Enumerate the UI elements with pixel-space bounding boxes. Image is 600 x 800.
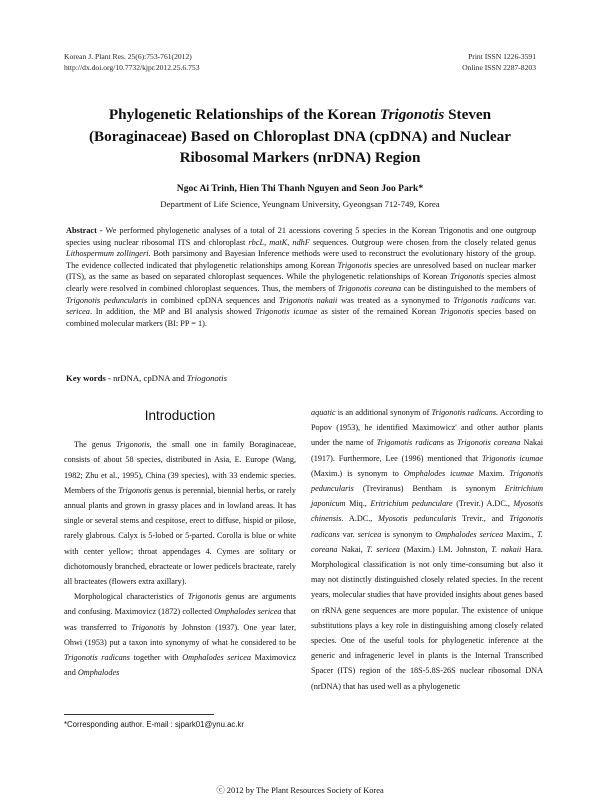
journal-header-right bbox=[462, 52, 536, 73]
intro-text: (Maxim.) I.M. Johnston, bbox=[399, 544, 492, 554]
intro-text: Hara. Morphological classification is not only time-consuming but also it may not distinctly distinguished closely related species. In the recent years, molecular studies that have provided insights about genes based on rRNA gene sequences are more popular. The existence of unique substitutions plays a key role in distinguishing among closely related species. One of the useful tools for phylogenetic inference at the generic and infrageneric level in plants is the Internal Transcribed Spacer (ITS) region of the 18S-5.8S-26S nuclear ribosomal DNA (nrDNA) that has used well as a phylogenetic bbox=[311, 544, 543, 691]
author-list: Ngoc Ai Trinh, Hien Thi Thanh Nguyen and Seon Joo Park* bbox=[176, 183, 424, 194]
abstract-text: as sister of the remained Korean bbox=[317, 307, 440, 317]
intro-text: genus are arguments and confusing. Maximovicz (1872) collected bbox=[64, 592, 296, 617]
intro-species: Eritrichium japonicum bbox=[311, 484, 543, 509]
print-issn: Print ISSN 1226-3591 bbox=[468, 52, 536, 61]
keywords bbox=[66, 373, 227, 383]
intro-species: Trigonotis radicans bbox=[64, 653, 130, 663]
abstract-text: We performed phylogenetic analyses of a total of 21 acessions covering 5 species in the Korean Trigonotis and one outgroup species using nuclear ribosomal ITS and chloroplast bbox=[66, 226, 537, 247]
intro-text: , the small one in family Boraginaceae, consists of about 58 species, distributed in Asia, E. Europe (Wang, 1982; Zhu et al., 1995), China (39 species), with 33 endemic species. Members of the bbox=[64, 440, 296, 495]
affiliation: Department of Life Science, Yeungnam University, Gyeongsan 712-749, Korea bbox=[160, 199, 440, 209]
intro-species: Eritrichium pedunculare bbox=[370, 499, 453, 509]
doi-link[interactable]: http://dx.doi.org/10.7732/kjpr.2012.25.6.753 bbox=[64, 62, 200, 72]
abstract-text: can be distinguished to the members of bbox=[401, 283, 537, 293]
keywords-label: Key words - bbox=[66, 373, 114, 383]
intro-species: Myosotis chinensis. bbox=[311, 499, 543, 524]
abstract-species: Trigonotis nakaii bbox=[278, 295, 338, 305]
title-text: Phylogenetic Relationships of the Korean bbox=[108, 106, 380, 123]
intro-species: T. nakaii bbox=[491, 544, 522, 554]
intro-text: (Trevir.) A.DC., bbox=[452, 499, 514, 509]
intro-genus: Trigonotis bbox=[118, 485, 152, 495]
intro-genus: Trigonotis bbox=[187, 592, 222, 602]
journal-citation: Korean J. Plant Res. 25(6):753-761(2012) bbox=[64, 52, 192, 61]
intro-paragraph-3 bbox=[311, 405, 543, 694]
intro-genus: Omphalodes bbox=[77, 668, 120, 678]
intro-paragraph-1 bbox=[64, 437, 296, 589]
intro-text: var. bbox=[339, 529, 358, 539]
intro-species: T. coreana bbox=[311, 529, 543, 554]
right-column bbox=[311, 405, 543, 694]
abstract-text: in combined cpDNA sequences and bbox=[147, 295, 279, 305]
intro-species: T. sericea bbox=[366, 544, 400, 554]
abstract-genus: Trigonotis bbox=[450, 272, 485, 282]
journal-header-left bbox=[64, 52, 200, 73]
intro-text: genus is perennial, biennial herbs, or rarely annual plants and grown in grassy places and in lowland areas. It has single or several stems and cespitose, erect to diffuse, hispid or pilose, rarely glabrous. Calyx is 5-lobed or 5-parted. Corolla is blue or white with center yellow; throat appendages 4. Cymes are solitary or dichotomously branched, ebracteate or lower pedicels bracteate, rarely all bracteates (flowers extra axillary). bbox=[64, 485, 297, 587]
intro-species: Omphalodes sericea bbox=[435, 529, 504, 539]
footnote-divider bbox=[64, 714, 214, 715]
intro-genus: Trigonotis bbox=[131, 622, 166, 632]
corresponding-author-footnote bbox=[64, 720, 244, 729]
abstract-species: Lithospermum zollingeri bbox=[66, 249, 149, 259]
intro-text: by Johnston (1937). One year later, Ohwi (1953) put a taxon into synonymy of what he considered to be bbox=[64, 622, 296, 647]
abstract-text: . Both parsimony and Bayesian Inference methods were used to reconstruct the evolutionary history of the group. The evidence collected indicated that phylogenetic relationships among Korean bbox=[66, 249, 536, 270]
intro-variety: sericea bbox=[357, 529, 382, 539]
abstract-genus: Trigonotis bbox=[439, 307, 474, 317]
copyright-line: ⓒ 2012 by The Plant Resources Society of Korea bbox=[216, 786, 384, 795]
intro-genus: Trigonotis bbox=[115, 440, 150, 450]
abstract-text: . In addition, the MP and BI analysis showed bbox=[89, 307, 256, 317]
intro-text: is synonym to bbox=[381, 529, 436, 539]
abstract-text: was treated as a synonymed to bbox=[337, 295, 454, 305]
section-heading-introduction: Introduction bbox=[144, 408, 216, 423]
intro-text: Miq., bbox=[345, 499, 371, 509]
left-column bbox=[64, 400, 296, 680]
intro-species: Trigonotis peduncularis bbox=[311, 468, 543, 494]
intro-text: Maxim. bbox=[473, 468, 510, 478]
intro-species: Myosotis peduncularis bbox=[378, 514, 457, 524]
intro-text: is an additional synonym of bbox=[335, 408, 432, 417]
intro-text: (Treviranus) Bentham is synonym bbox=[353, 484, 505, 494]
article-title bbox=[70, 104, 530, 169]
intro-text: (Maxim.) is synonym to bbox=[311, 468, 404, 478]
abstract-genus: Trigonotis bbox=[337, 260, 372, 270]
intro-paragraph-2 bbox=[64, 589, 296, 680]
abstract-species: Trigonotis coreana bbox=[337, 283, 402, 293]
intro-text: Trevir., and bbox=[456, 514, 510, 524]
abstract-label: Abstract - bbox=[66, 226, 106, 235]
intro-text: Morphological characteristics of bbox=[74, 592, 188, 602]
intro-text: Maxim., bbox=[503, 529, 537, 539]
intro-text: as bbox=[443, 438, 457, 448]
intro-species: Omphalodes icumae bbox=[403, 468, 474, 478]
intro-species: Trigonotis coreana bbox=[457, 438, 521, 448]
footnote-email[interactable]: E-mail : sjpark01@ynu.ac.kr bbox=[144, 720, 244, 729]
abstract-species: Trigonotis icumae bbox=[255, 307, 318, 317]
intro-species: Omphalodes sericea bbox=[214, 607, 282, 617]
intro-text: A.DC., bbox=[343, 514, 379, 524]
intro-species: Trigomotis radicans bbox=[376, 438, 444, 448]
keywords-text: nrDNA, cpDNA and bbox=[113, 373, 187, 383]
abstract-genes: rbcL, matK, ndhF bbox=[248, 237, 310, 247]
footnote-label: *Corresponding author. bbox=[64, 720, 145, 729]
title-text-rest: Steven (Boraginaceae) Based on Chloroplast DNA (cpDNA) and Nuclear Ribosomal Markers (nrDNA) Region bbox=[88, 106, 511, 166]
abstract-text: species almost clearly were resolved in combined chloroplast sequences. Thus, the members of bbox=[66, 272, 536, 293]
intro-text: Nakai (1917). Furthermore, Lee (1996) mentioned that bbox=[311, 438, 543, 463]
abstract bbox=[66, 225, 536, 329]
abstract-text: species are unresolved based on nuclear marker (ITS), as the same as based on separated chloroplast sequences. While the phylogenetic relationships of Korean bbox=[66, 260, 537, 282]
intro-species: Trigonotis radicans. bbox=[431, 408, 499, 417]
abstract-text: var. bbox=[520, 295, 536, 305]
abstract-text: sequences. Outgroup were chosen from the closely related genus bbox=[309, 237, 536, 247]
intro-text: According to Popov (1953), he identified Maximowicz' and other author plants under the name of bbox=[311, 408, 543, 448]
abstract-species: Trigonotis radicans bbox=[453, 295, 521, 305]
intro-species: aquatic bbox=[311, 408, 336, 417]
intro-species: Trigonotis icumae bbox=[481, 453, 543, 463]
online-issn: Online ISSN 2287-8203 bbox=[462, 62, 536, 72]
intro-text: The genus bbox=[74, 440, 116, 450]
intro-text: Maximovicz and bbox=[64, 653, 296, 678]
abstract-text: species based on combined molecular markers (BI: PP = 1). bbox=[66, 307, 536, 328]
abstract-species: Trigonotis peduncularis bbox=[66, 295, 148, 305]
title-genus: Trigonotis bbox=[379, 106, 445, 123]
keywords-genus: Triogonotis bbox=[186, 373, 227, 383]
intro-species: Omphalodes sericea bbox=[182, 653, 251, 663]
intro-text: that was transferred to bbox=[64, 607, 296, 632]
intro-text: Nakai, bbox=[337, 544, 367, 554]
abstract-variety: sericea bbox=[66, 307, 90, 317]
intro-species: Trigonotis radicans bbox=[311, 514, 543, 539]
intro-text: together with bbox=[129, 653, 183, 663]
